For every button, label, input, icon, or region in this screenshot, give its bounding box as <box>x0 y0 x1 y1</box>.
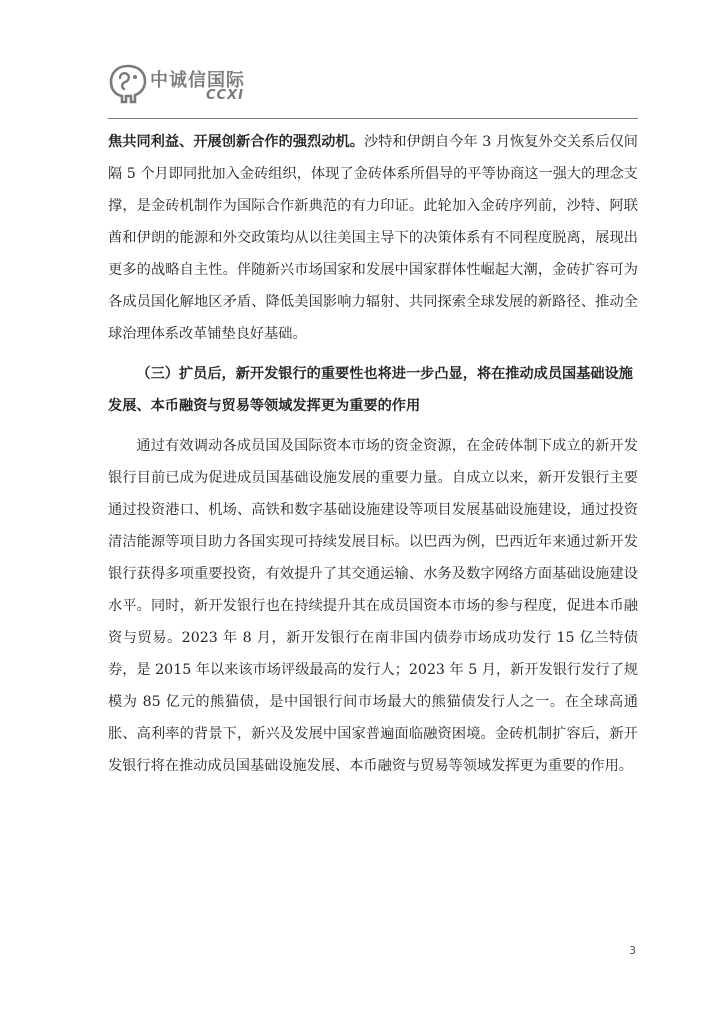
elephant-logo-icon <box>108 62 148 104</box>
page-number: 3 <box>629 944 636 957</box>
logo-chinese-text: 中诚信国际 <box>150 70 245 91</box>
logo-english-text: CCXI <box>206 88 244 103</box>
paragraph-1-bold-lead: 焦共同利益、开展创新合作的强烈动机。 <box>108 134 364 150</box>
paragraph-1-text: 沙特和伊朗自今年 3 月恢复外交关系后仅间隔 5 个月即同批加入金砖组织，体现了金砖体系所倡导的平等协商这一强大的理念支撑，是金砖机制作为国际合作新典范的有力印证。此轮加入金砖序列前，沙特、阿联酋和伊朗的能源和外交政策均从以往美国主导下的决策体系有不同程度脱离，展现出更多的战略自主性。伴随新兴市场国家和发展中国家群体性崛起大潮，金砖扩容可为各成员国化解地区矛盾、降低美国影响力辐射、共同探索全球发展的新路径、推动全球治理体系改革铺垫良好基础。 <box>108 134 638 342</box>
header-divider <box>108 118 638 119</box>
company-logo <box>108 58 258 110</box>
section-heading: （三）扩员后，新开发银行的重要性也将进一步凸显，将在推动成员国基础设施发展、本币融资与贸易等领域发挥更为重要的作用 <box>108 366 633 414</box>
paragraph-1 <box>108 126 638 350</box>
page-header <box>108 58 638 118</box>
document-body <box>108 126 638 782</box>
paragraph-2: 通过有效调动各成员国及国际资本市场的资金资源，在金砖体制下成立的新开发银行目前已成为促进成员国基础设施发展的重要力量。自成立以来，新开发银行主要通过投资港口、机场、高铁和数字基础设施建设等项目发展基础设施建设，通过投资清洁能源等项目助力各国实现可持续发展目标。以巴西为例，巴西近年来通过新开发银行获得多项重要投资，有效提升了其交通运输、水务及数字网络方面基础设施建设水平。同时，新开发银行也在持续提升其在成员国资本市场的参与程度，促进本币融资与贸易。2023 年 8 月，新开发银行在南非国内债券市场成功发行 15 亿兰特债券，是 2015 年以来该市场评级最高的发行人；2023 年 5 月，新开发银行发行了规模为 85 亿元的熊猫债，是中国银行间市场最大的熊猫债发行人之一。在全球高通胀、高利率的背景下，新兴及发展中国家普遍面临融资困境。金砖机制扩容后，新开发银行将在推动成员国基础设施发展、本币融资与贸易等领域发挥更为重要的作用。 <box>108 438 638 774</box>
